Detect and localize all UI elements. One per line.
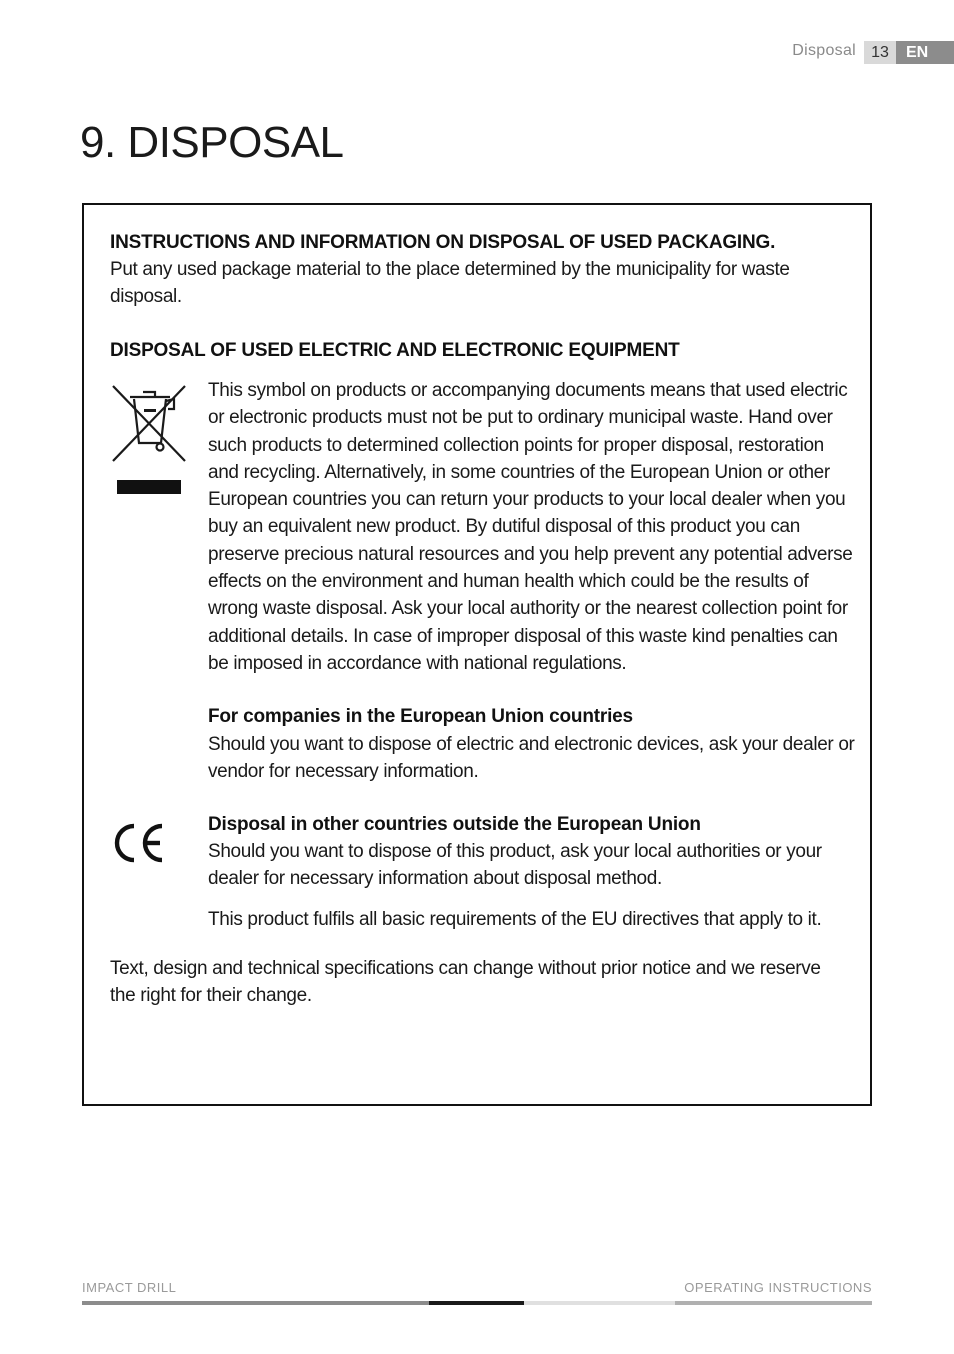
- outside-eu-text: Should you want to dispose of this product, ask your local authorities or your dealer for necessary information about disposal method.: [208, 841, 822, 890]
- page-title: 9. DISPOSAL: [80, 118, 344, 167]
- footer-bar-segment: [82, 1301, 429, 1305]
- eu-companies-text: Should you want to dispose of electric and electronic devices, ask your dealer or vendor for necessary information.: [208, 734, 855, 783]
- running-header-section: Disposal: [792, 42, 856, 59]
- ce-statement: This product fulfils all basic requirements of the EU directives that apply to it.: [208, 909, 822, 930]
- footer-bar-segment: [675, 1301, 872, 1305]
- language-tab: EN: [896, 41, 954, 64]
- ce-mark-icon: [110, 821, 166, 865]
- page-number: 13: [864, 41, 896, 64]
- footer-document-type: OPERATING INSTRUCTIONS: [684, 1280, 872, 1295]
- weee-heading: DISPOSAL OF USED ELECTRIC AND ELECTRONIC EQUIPMENT: [110, 340, 680, 361]
- packaging-text: Put any used package material to the place determined by the municipality for waste disposal.: [110, 259, 790, 308]
- packaging-heading: INSTRUCTIONS AND INFORMATION ON DISPOSAL OF USED PACKAGING.: [110, 232, 776, 253]
- weee-text: This symbol on products or accompanying documents means that used electric or electronic products must not be put to ordinary municipal waste. Hand over such products to determined collection points for proper disposal, restoration and recycling. Alternatively, in some countries of the European Union or other European countries you can return your products to your local dealer when you buy an equivalent new product. By dutiful disposal of this product you can preserve precious natural resources and you help prevent any potential adverse effects on the environment and human health which could be the results of wrong waste disposal. Ask your local authority or the nearest collection point for additional details. In case of improper disposal of this waste kind penalties can be imposed in accordance with national regulations.: [208, 380, 853, 674]
- eu-companies-heading: For companies in the European Union countries: [208, 706, 633, 727]
- crossed-out-bin-icon: [110, 383, 188, 495]
- footer-bar-segment: [429, 1301, 524, 1305]
- footer-bar-segment: [524, 1301, 675, 1305]
- outside-eu-heading: Disposal in other countries outside the European Union: [208, 814, 701, 835]
- footer-product-name: IMPACT DRILL: [82, 1280, 177, 1295]
- disclaimer-text: Text, design and technical specifications can change without prior notice and we reserve the right for their change.: [110, 958, 821, 1007]
